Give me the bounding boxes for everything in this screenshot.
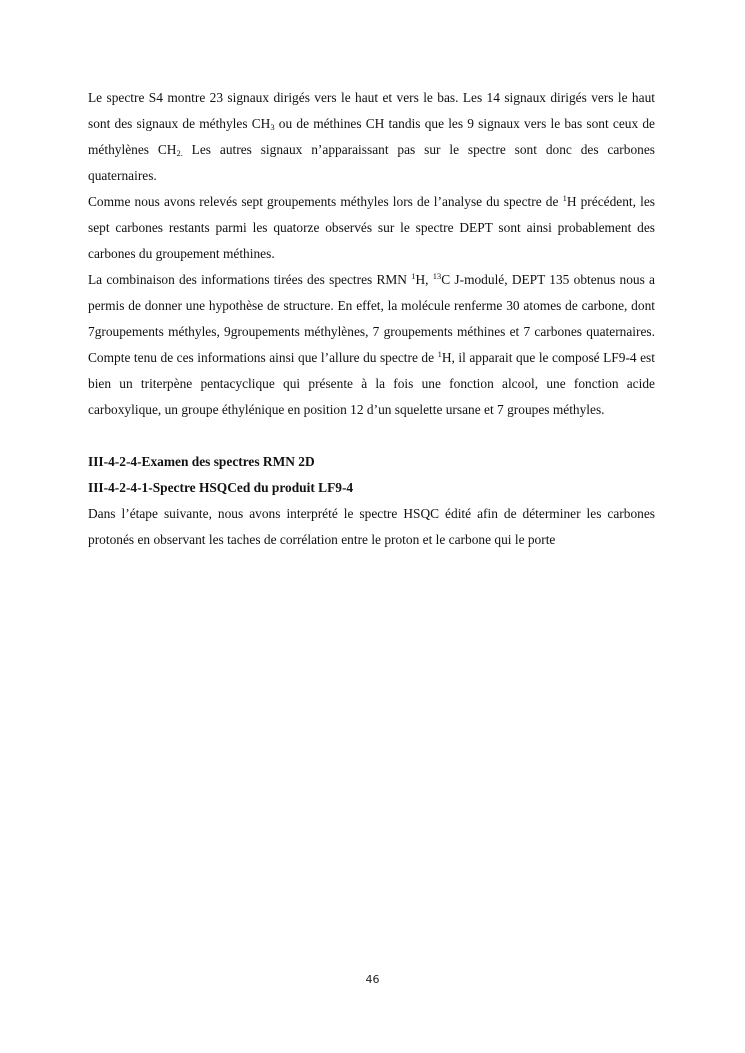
section-gap: [88, 423, 655, 449]
text-run: Les autres signaux n’apparaissant pas sur le spectre sont donc des carbones quaternaires.: [88, 142, 655, 183]
superscript: 1: [411, 271, 416, 281]
text-run: C J-modulé, DEPT 135 obtenus nous a permis de donner une hypothèse de structure. En effet, la molécule renferme 30 atomes de carbone, dont 7groupements méthyles, 9groupements méthylènes, 7 groupements méthines et 7 carbones quaternaires. Compte tenu de ces informations ainsi que l’allure du spectre de: [88, 272, 655, 365]
superscript: 1: [562, 193, 567, 203]
paragraph-hsqc: Dans l’étape suivante, nous avons interprété le spectre HSQC édité afin de déterminer les carbones protonés en observant les taches de corrélation entre le proton et le carbone qui le porte: [88, 506, 655, 547]
page-number: 46: [365, 973, 380, 986]
subsection-heading: III-4-2-4-1-Spectre HSQCed du produit LF9-4: [88, 480, 354, 495]
text-run: La combinaison des informations tirées des spectres RMN: [88, 272, 412, 287]
subscript: 2.: [176, 148, 183, 158]
text-run: ou de méthines CH tandis que les 9 signaux vers le bas sont ceux de méthylènes CH: [88, 116, 655, 157]
subscript: 3: [270, 122, 275, 132]
text-run: H précédent, les sept carbones restants parmi les quatorze observés sur le spectre DEPT sont ainsi probablement des carbones du groupement méthines.: [88, 194, 655, 261]
text-run: Le spectre S4 montre 23 signaux dirigés vers le haut et vers le bas. Les 14 signaux dirigés vers le haut sont des signaux de méthyles CH: [88, 90, 655, 131]
section-heading: III-4-2-4-Examen des spectres RMN 2D: [88, 454, 315, 469]
text-run: Comme nous avons relevés sept groupements méthyles lors de l’analyse du spectre de: [88, 194, 563, 209]
document-body: [88, 85, 655, 553]
text-run: H, il apparait que le composé LF9-4 est bien un triterpène pentacyclique qui présente à la fois une fonction alcool, une fonction acide carboxylique, un groupe éthylénique en position 12 d’un squelette ursane et 7 groupes méthyles.: [88, 350, 655, 417]
superscript: 13: [432, 271, 442, 281]
paragraph-methyl-groups: [88, 189, 655, 267]
superscript: 1: [437, 349, 442, 359]
text-run: H,: [415, 272, 433, 287]
paragraph-structure-hypothesis: [88, 267, 655, 423]
paragraph-dept-signals: [88, 85, 655, 189]
